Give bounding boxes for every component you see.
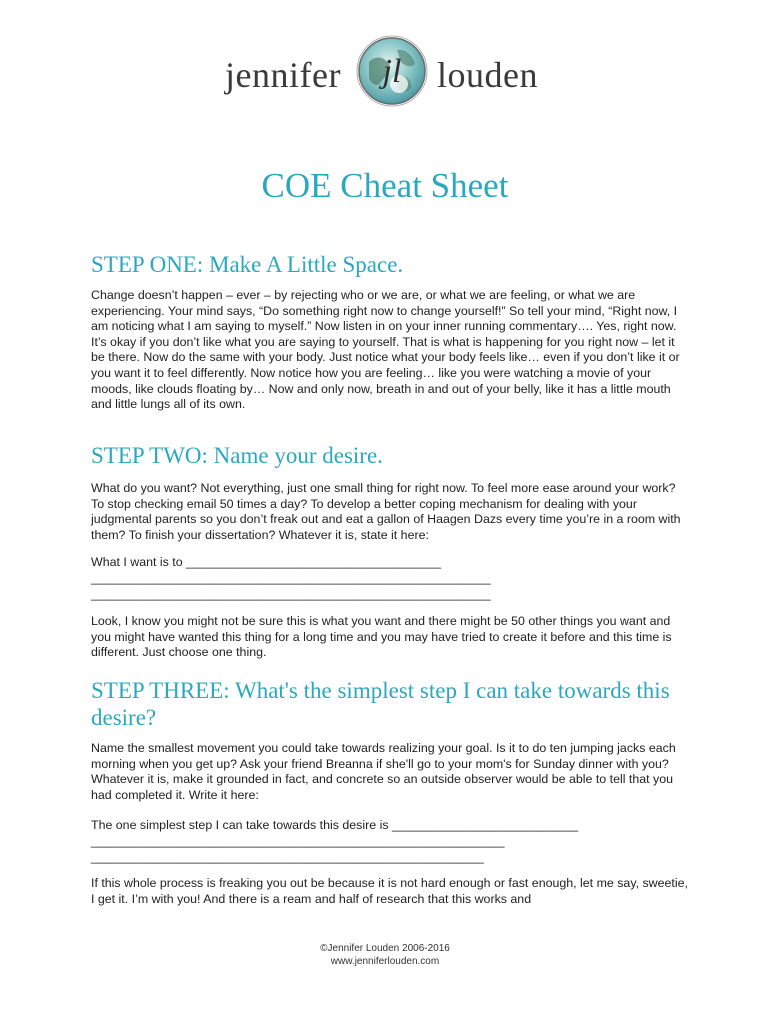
desire-fill-in-label: What I want is to _____________________________________: [91, 555, 441, 569]
logo-monogram: jl: [382, 53, 402, 90]
step-fill-in-line: _________________________________________________________: [91, 850, 484, 864]
page-footer: [0, 942, 770, 968]
step-three-body: Name the smallest movement you could take towards realizing your goal. Is it to do ten jumping jacks each morning when you get up? Ask your friend Breanna if she'll go to your mom's for Sunday dinner with you? Whatever it is, make it grounded in fact, and concrete so an outside observer would be able to tell that you had completed it. Write it here:: [91, 741, 676, 802]
brand-header: [0, 28, 770, 108]
step-one-body: Change doesn’t happen – ever – by rejecting who or we are, or what we are feeling, or what we are experiencing. Your mind says, “Do something right now to change yourself!” So tell your mind, “Right now, I am noticing what I am saying to myself.” Now listen in on your inner running commentary…. Yes, right now. It’s okay if you don’t like what you are saying to yourself. That is what is happening for you right now – let it be there. Now do the same with your body. Just notice what your body feels like… even if you don’t like it or you want it to feel differently. Now notice how you are feeling… like you were watching a movie of your moods, like clouds floating by… Now and only now, breath in and out of your belly, like it has a little mouth and little lungs all of its own.: [91, 288, 680, 412]
website-url: www.jenniferlouden.com: [330, 956, 440, 967]
globe-monogram-icon: [355, 34, 429, 108]
desire-fill-in-line: __________________________________________________________: [91, 587, 491, 601]
brand-name-first: jennifer: [225, 55, 341, 95]
desire-fill-in-line: __________________________________________________________: [91, 571, 491, 585]
page-title: COE Cheat Sheet: [261, 166, 509, 205]
step-two-body: What do you want? Not everything, just one small thing for right now. To feel more ease around your work? To stop checking email 50 times a day? To develop a better coping mechanism for dealing with your judgmental parents so you don’t freak out and eat a gallon of Haagen Dazs every time you’re in a room with them? To finish your dissertation? Whatever it is, state it here:: [91, 481, 681, 542]
step-fill-in-label: The one simplest step I can take towards this desire is ___________________________: [91, 818, 579, 832]
step-three-followup: If this whole process is freaking you out be because it is not hard enough or fast enough, let me say, sweetie, I get it. I’m with you! And there is a ream and half of research that this works and: [91, 876, 688, 906]
step-two-heading: STEP TWO: Name your desire.: [91, 443, 383, 468]
copyright-notice: ©Jennifer Louden 2006-2016: [320, 943, 450, 954]
step-fill-in-line: ____________________________________________________________: [91, 834, 505, 848]
step-two-followup: Look, I know you might not be sure this is what you want and there might be 50 other things you want and you might have wanted this thing for a long time and you may have tried to create it before and this time is different. Just choose one thing.: [91, 614, 672, 660]
brand-name-last: louden: [437, 55, 538, 95]
step-one-heading: STEP ONE: Make A Little Space.: [91, 252, 404, 277]
step-three-heading: STEP THREE: What's the simplest step I can take towards this desire?: [91, 678, 670, 730]
